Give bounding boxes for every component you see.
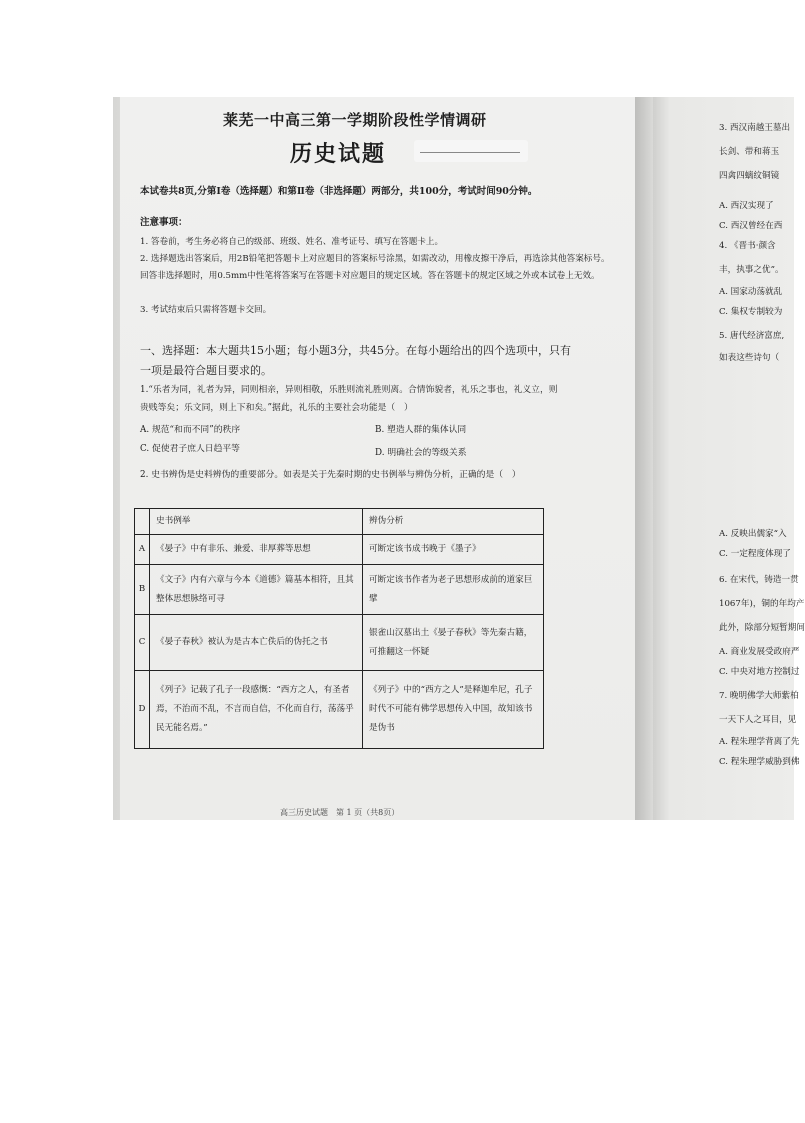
row-example: 《文子》内有六章与今本《道德》篇基本相符，且其整体思想脉络可寻 [150,565,363,615]
right-line: 此外，除部分短暂期间 [719,623,805,633]
row-example: 《晏子》中有非乐、兼爱、非厚葬等思想 [150,535,363,565]
right-line: 长剑、带和蒋玉 [719,147,780,157]
school-title: 莱芜一中高三第一学期阶段性学情调研 [223,111,487,129]
row-label: B [135,565,150,615]
table-row [135,615,544,671]
row-label: D [135,671,150,749]
table-row [135,535,544,565]
exam-page-left [120,97,635,820]
table-header-row [135,509,544,535]
right-line: C. 集权专制较为 [719,307,783,317]
q1-option-c: C. 促使君子庶人日趋平等 [140,444,240,454]
right-line: A. 反映出儒家“入 [719,529,787,539]
right-line: A. 西汉实现了 [719,201,774,211]
right-line: 丰，执事之优”。 [719,265,784,275]
notice-item-1: 1. 答卷前，考生务必将自己的级部、班级、姓名、准考证号、填写在答题卡上。 [140,237,444,247]
row-analysis: 《列子》中的“西方之人”是释迦牟尼，孔子时代不可能有佛学思想传入中国，故知该书是伪书 [363,671,544,749]
notice-title: 注意事项： [140,217,188,228]
row-label: C [135,615,150,671]
section-header: 一、选择题：本大题共15小题；每小题3分，共45分。在每小题给出的四个选项中，只有一项是最符合题目要求的。 [140,344,571,377]
q2-table [134,508,544,749]
right-line: 如表这些诗句（ [719,353,780,363]
right-line: C. 中央对地方控制过 [719,667,800,677]
table-row [135,671,544,749]
q1-option-d: D. 明确社会的等级关系 [375,448,467,458]
row-example: 《列子》记载了孔子一段感慨：“西方之人，有圣者焉，不治而不乱，不言而自信，不化而自行，荡荡乎民无能名焉。” [150,671,363,749]
name-smudge [414,140,528,162]
row-analysis: 可断定该书作者为老子思想形成前的道家巨擘 [363,565,544,615]
subject-title: 历史试题 [290,141,387,167]
row-label: A [135,535,150,565]
row-analysis: 银雀山汉墓出土《晏子春秋》等先秦古籍，可推翻这一怀疑 [363,615,544,671]
right-line: 1067年)，铜的年均产 [719,599,805,609]
q1-option-b: B. 塑造人群的集体认同 [375,425,467,435]
right-line: 一天下人之耳目，见 [719,715,797,725]
right-line: 四禽四螭纹铜镜 [719,171,780,181]
notice-item-2: 2. 选择题选出答案后，用2B铅笔把答题卡上对应题目的答案标号涂黑，如需改动，用橡皮擦干净后，再选涂其他答案标号。回答非选择题时，用0.5mm中性笔将答案写在答题卡对应题目的规定区域。答在答题卡的规定区域之外或本试卷上无效。 [140,254,610,281]
table-row [135,565,544,615]
q1-stem: 1.“乐者为同，礼者为异，同则相亲，异则相敬，乐胜则流礼胜则离。合情饰貌者，礼乐之事也，礼义立，则贵贱等矣；乐文同，则上下和矣。”据此，礼乐的主要社会功能是（ ） [140,385,558,413]
right-line: 7. 晚明佛学大师紫柏 [719,691,799,701]
table-header-analysis: 辨伪分析 [363,509,544,535]
q2-stem: 2. 史书辨伪是史料辨伪的重要部分。如表是关于先秦时期的史书例举与辨伪分析，正确的是（ ） [140,470,521,480]
right-line: A. 国家动荡就乱 [719,287,783,297]
right-line: 3. 西汉南越王墓出 [719,123,791,133]
exam-intro: 本试卷共8页,分第Ⅰ卷（选择题）和第Ⅱ卷（非选择题）两部分，共100分，考试时间90分钟。 [140,186,538,197]
row-analysis: 可断定该书成书晚于《墨子》 [363,535,544,565]
exam-photo [113,97,805,820]
table-header-example: 史书例举 [150,509,363,535]
right-line: 5. 唐代经济富庶, [719,331,785,341]
right-line: 4. 《晋书·颜含 [719,241,776,251]
page-gutter [635,97,653,820]
exam-page-right [653,97,805,820]
row-example: 《晏子春秋》被认为是古本亡佚后的伪托之书 [150,615,363,671]
page-footer: 高三历史试题 第 1 页（共8页） [280,808,400,817]
table-header-blank [135,509,150,535]
q1-option-a: A. 规范“和而不同”的秩序 [140,425,241,435]
right-line: C. 程朱理学威胁到佛 [719,757,800,767]
right-line: 6. 在宋代，铸造一贯 [719,575,799,585]
name-underline [420,152,520,153]
right-line: A. 程朱理学背离了先 [719,737,800,747]
right-line: C. 一定程度体现了 [719,549,791,559]
right-line: C. 西汉曾经在西 [719,221,783,231]
notice-item-3: 3. 考试结束后只需将答题卡交回。 [140,305,272,315]
right-line: A. 商业发展受政府严 [719,647,800,657]
